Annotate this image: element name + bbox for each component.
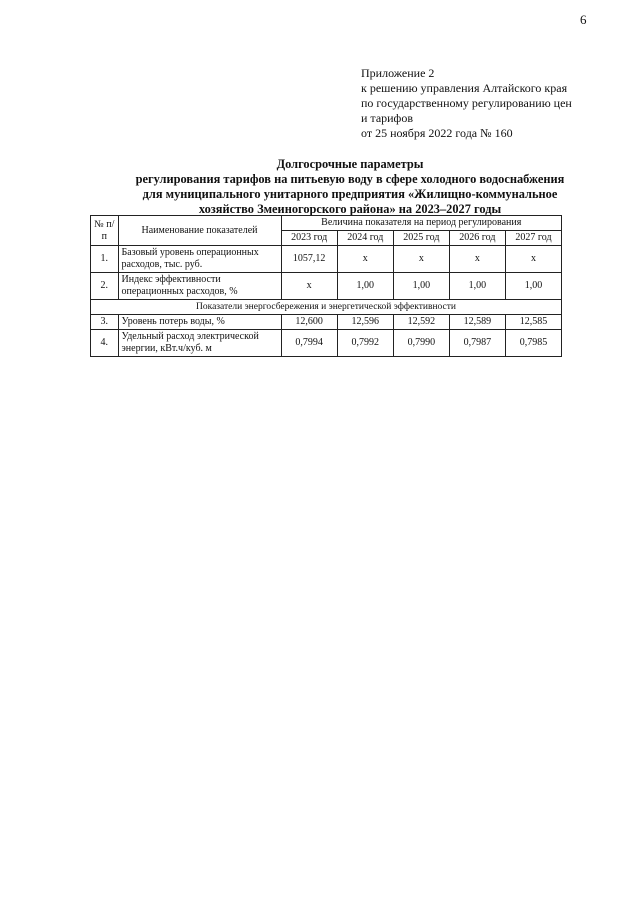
table-header-row	[91, 216, 562, 231]
header-name: Наименование показателей	[118, 216, 281, 246]
row-value: 0,7985	[505, 330, 561, 357]
row-no: 1.	[91, 246, 119, 273]
appendix-line: Приложение 2	[361, 66, 435, 80]
row-value: x	[393, 246, 449, 273]
appendix-line: и тарифов	[361, 111, 414, 125]
row-value: x	[505, 246, 561, 273]
row-value: 12,589	[449, 315, 505, 330]
row-value: 12,585	[505, 315, 561, 330]
table-row	[91, 315, 562, 330]
table-row	[91, 330, 562, 357]
header-year: 2024 год	[337, 231, 393, 246]
row-value: 0,7990	[393, 330, 449, 357]
document-title	[80, 157, 620, 217]
row-value: x	[281, 273, 337, 300]
appendix-line: от 25 ноября 2022 года № 160	[361, 126, 513, 140]
row-name: Индекс эффективности операционных расходов, %	[118, 273, 281, 300]
row-value: 0,7992	[337, 330, 393, 357]
row-name: Базовый уровень операционных расходов, тыс. руб.	[118, 246, 281, 273]
row-name: Удельный расход электрической энергии, кВт.ч/куб. м	[118, 330, 281, 357]
row-value: 1,00	[449, 273, 505, 300]
header-year: 2026 год	[449, 231, 505, 246]
table-row	[91, 273, 562, 300]
row-value: x	[337, 246, 393, 273]
table-section-row	[91, 300, 562, 315]
row-value: 0,7987	[449, 330, 505, 357]
row-no: 2.	[91, 273, 119, 300]
appendix-line: по государственному регулированию цен	[361, 96, 572, 110]
page-number: 6	[580, 12, 587, 27]
appendix-line: к решению управления Алтайского края	[361, 81, 568, 95]
section-title: Показатели энергосбережения и энергетической эффективности	[91, 300, 562, 315]
title-line: Долгосрочные параметры	[276, 157, 424, 171]
row-no: 4.	[91, 330, 119, 357]
row-value: 1057,12	[281, 246, 337, 273]
row-value: 1,00	[337, 273, 393, 300]
row-value: 1,00	[505, 273, 561, 300]
row-value: 12,596	[337, 315, 393, 330]
header-no: № п/п	[91, 216, 119, 246]
row-no: 3.	[91, 315, 119, 330]
title-line: для муниципального унитарного предприятия «Жилищно-коммунальное	[142, 187, 558, 201]
title-line: регулирования тарифов на питьевую воду в сфере холодного водоснабжения	[135, 172, 565, 186]
header-year: 2027 год	[505, 231, 561, 246]
row-value: 1,00	[393, 273, 449, 300]
title-line: хозяйство Змеиногорского района» на 2023–2027 годы	[198, 202, 502, 216]
row-value: 12,592	[393, 315, 449, 330]
appendix-block	[361, 66, 572, 141]
row-value: 0,7994	[281, 330, 337, 357]
row-value: 12,600	[281, 315, 337, 330]
table-row	[91, 246, 562, 273]
row-value: x	[449, 246, 505, 273]
row-name: Уровень потерь воды, %	[118, 315, 281, 330]
header-year: 2025 год	[393, 231, 449, 246]
header-year: 2023 год	[281, 231, 337, 246]
parameters-table	[90, 215, 562, 357]
header-period: Величина показателя на период регулирования	[281, 216, 561, 231]
